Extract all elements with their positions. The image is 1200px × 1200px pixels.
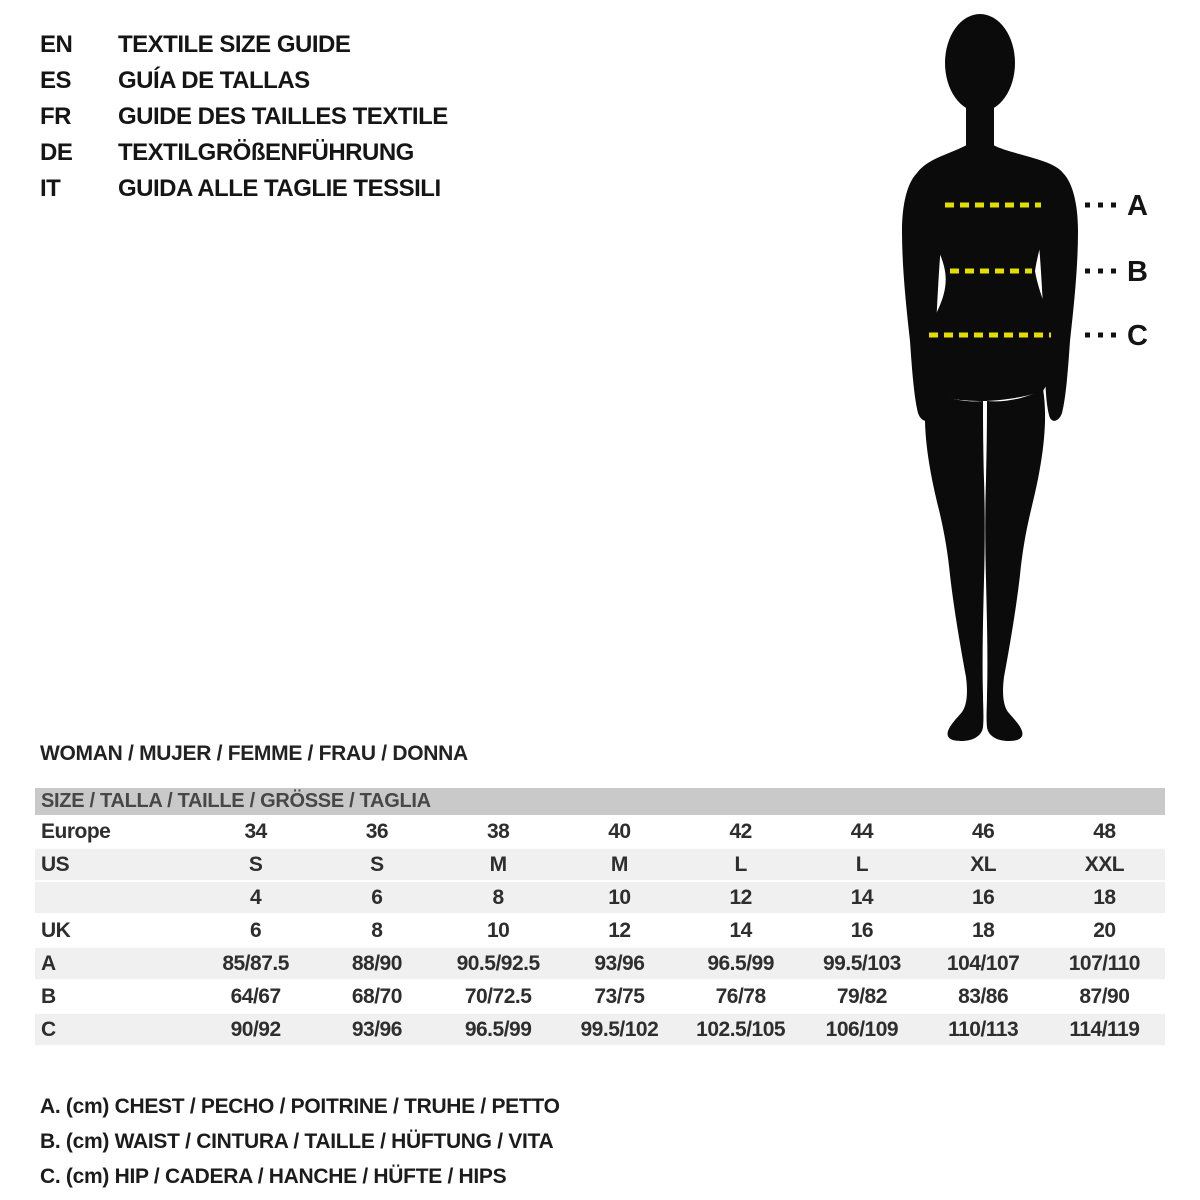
size-cell: 110/113 bbox=[948, 1018, 1019, 1041]
table-row bbox=[35, 815, 1165, 848]
size-table-rows bbox=[35, 815, 1165, 1046]
size-cell: S bbox=[248, 853, 263, 876]
language-title: GUIDA ALLE TAGLIE TESSILI bbox=[118, 175, 441, 202]
size-cell: 70/72.5 bbox=[464, 985, 532, 1008]
table-row bbox=[35, 980, 1165, 1013]
size-table bbox=[35, 788, 1165, 1046]
size-cell: 18 bbox=[1093, 886, 1116, 909]
language-code: FR bbox=[40, 103, 71, 130]
row-label: A bbox=[41, 952, 56, 975]
size-cell: 96.5/99 bbox=[707, 952, 774, 975]
legend-item: C. (cm) HIP / CADERA / HANCHE / HÜFTE / HIPS bbox=[40, 1165, 507, 1188]
row-label: Europe bbox=[41, 820, 111, 843]
size-cell: 96.5/99 bbox=[464, 1018, 532, 1041]
row-label: US bbox=[41, 853, 70, 876]
size-cell: 68/70 bbox=[351, 985, 402, 1008]
size-cell: 79/82 bbox=[836, 985, 887, 1008]
size-cell: 12 bbox=[729, 886, 752, 909]
row-label bbox=[35, 881, 195, 914]
size-cell: 87/90 bbox=[1079, 985, 1130, 1008]
size-cell: 64/67 bbox=[230, 985, 281, 1008]
size-cell: 8 bbox=[371, 919, 383, 942]
size-cell: 93/96 bbox=[594, 952, 645, 975]
size-cell: L bbox=[734, 853, 747, 876]
size-cell: L bbox=[855, 853, 869, 876]
language-row bbox=[40, 99, 448, 135]
size-cell: 6 bbox=[371, 886, 383, 909]
size-cell: 93/96 bbox=[351, 1018, 402, 1041]
size-cell: 85/87.5 bbox=[222, 952, 289, 975]
table-row bbox=[35, 881, 1165, 914]
size-cell: 34 bbox=[244, 820, 267, 843]
table-row bbox=[35, 914, 1165, 947]
size-cell: 90.5/92.5 bbox=[456, 952, 540, 975]
size-cell: S bbox=[370, 853, 384, 876]
size-cell: 42 bbox=[729, 820, 752, 843]
size-cell: 8 bbox=[492, 886, 504, 909]
language-row bbox=[40, 27, 448, 63]
size-cell: 90/92 bbox=[230, 1018, 281, 1041]
chest-measure-label: A bbox=[1127, 190, 1148, 222]
size-cell: 44 bbox=[850, 820, 874, 843]
table-row bbox=[35, 848, 1165, 881]
size-cell: 16 bbox=[850, 919, 874, 942]
measurement-legend bbox=[40, 1089, 560, 1194]
table-row bbox=[35, 1013, 1165, 1046]
size-cell: 102.5/105 bbox=[696, 1018, 786, 1041]
size-cell: 14 bbox=[729, 919, 752, 942]
size-cell: 14 bbox=[850, 886, 874, 909]
waist-measure-label: B bbox=[1127, 256, 1148, 288]
language-code: IT bbox=[40, 175, 61, 202]
size-cell: 104/107 bbox=[946, 952, 1020, 975]
silhouette-neck bbox=[966, 91, 994, 153]
size-cell: 10 bbox=[486, 919, 510, 942]
size-cell: 36 bbox=[365, 820, 389, 843]
size-cell: 6 bbox=[250, 919, 262, 942]
size-cell: 73/75 bbox=[594, 985, 645, 1008]
language-row bbox=[40, 63, 448, 99]
language-title-list bbox=[40, 27, 448, 207]
woman-silhouette bbox=[902, 14, 1078, 741]
woman-silhouette-figure bbox=[855, 5, 1155, 750]
size-cell: 114/119 bbox=[1069, 1018, 1140, 1041]
row-label: B bbox=[41, 985, 56, 1008]
language-code: EN bbox=[40, 31, 73, 58]
size-cell: 16 bbox=[971, 886, 995, 909]
size-cell: 12 bbox=[608, 919, 631, 942]
size-cell: 107/110 bbox=[1068, 952, 1140, 975]
size-cell: 10 bbox=[608, 886, 631, 909]
size-cell: 46 bbox=[971, 820, 995, 843]
language-title: TEXTILGRÖßENFÜHRUNG bbox=[118, 139, 414, 166]
size-cell: M bbox=[489, 853, 507, 876]
silhouette-right-leg bbox=[985, 389, 1045, 741]
language-title: TEXTILE SIZE GUIDE bbox=[118, 31, 351, 58]
size-cell: 20 bbox=[1093, 919, 1116, 942]
language-row bbox=[40, 171, 448, 207]
size-cell: M bbox=[610, 853, 628, 876]
size-table-header: SIZE / TALLA / TAILLE / GRÖSSE / TAGLIA bbox=[35, 788, 1165, 815]
section-title: WOMAN / MUJER / FEMME / FRAU / DONNA bbox=[40, 742, 468, 765]
size-cell: 38 bbox=[486, 820, 510, 843]
silhouette-left-leg bbox=[925, 389, 985, 741]
language-title: GUÍA DE TALLAS bbox=[118, 67, 310, 94]
size-cell: 88/90 bbox=[351, 952, 402, 975]
legend-item: A. (cm) CHEST / PECHO / POITRINE / TRUHE / PETTO bbox=[40, 1095, 560, 1118]
row-label: UK bbox=[41, 919, 71, 942]
hip-measure-label: C bbox=[1127, 320, 1148, 352]
row-label: C bbox=[41, 1018, 56, 1041]
language-code: ES bbox=[40, 67, 72, 94]
size-cell: 83/86 bbox=[958, 985, 1009, 1008]
language-code: DE bbox=[40, 139, 73, 166]
size-cell: 40 bbox=[608, 820, 631, 843]
size-cell: 99.5/102 bbox=[580, 1018, 659, 1041]
size-cell: 106/109 bbox=[825, 1018, 899, 1041]
size-cell: 99.5/103 bbox=[823, 952, 901, 975]
size-cell: 48 bbox=[1093, 820, 1116, 843]
size-cell: XXL bbox=[1084, 853, 1125, 876]
size-cell: 76/78 bbox=[715, 985, 766, 1008]
size-cell: 4 bbox=[250, 886, 262, 909]
size-cell: 18 bbox=[971, 919, 995, 942]
legend-item: B. (cm) WAIST / CINTURA / TAILLE / HÜFTUNG / VITA bbox=[40, 1130, 554, 1153]
table-row bbox=[35, 947, 1165, 980]
size-cell: XL bbox=[970, 853, 997, 876]
language-title: GUIDE DES TAILLES TEXTILE bbox=[118, 103, 448, 130]
language-row bbox=[40, 135, 448, 171]
